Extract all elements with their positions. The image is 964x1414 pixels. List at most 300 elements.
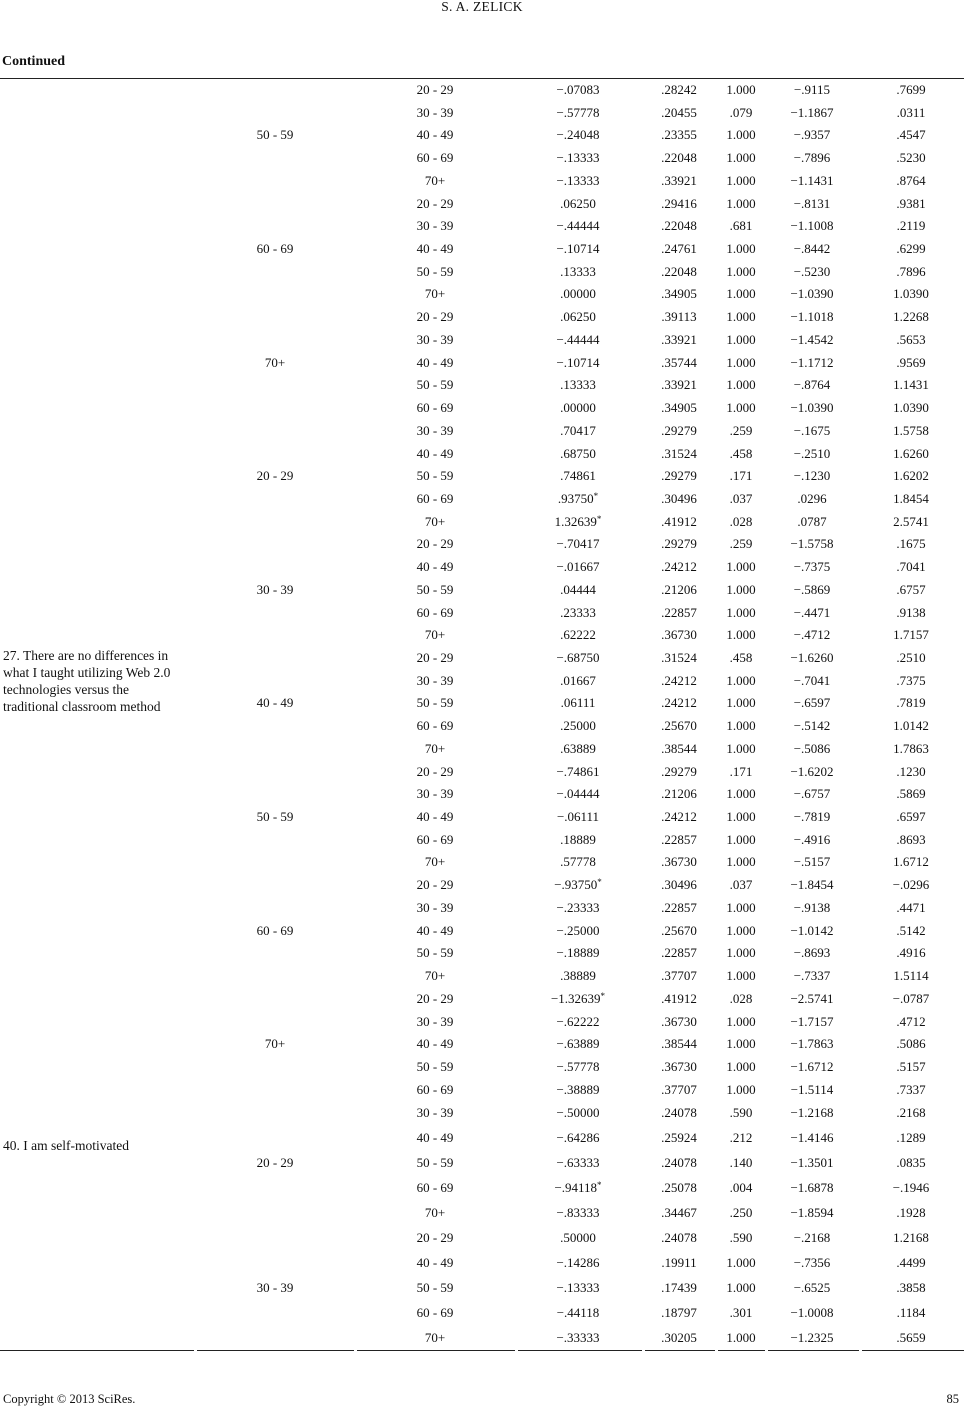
upper-bound-cell — [896, 900, 925, 916]
age-group-label: 30 - 39 — [256, 1279, 294, 1295]
significance-cell — [726, 332, 755, 348]
cell-value: .028 — [729, 990, 753, 1006]
upper-bound-cell — [893, 1230, 929, 1246]
significance-cell — [726, 377, 755, 393]
lower-bound-cell — [794, 241, 831, 257]
cell-value: .6757 — [896, 581, 926, 597]
cell-value: −.5086 — [793, 740, 831, 756]
mean-difference-cell — [556, 355, 599, 371]
significance-cell — [730, 1205, 753, 1221]
std-error-cell — [661, 673, 697, 689]
upper-bound-cell — [893, 286, 929, 302]
upper-bound-cell — [896, 1155, 925, 1171]
lower-bound-cell — [790, 1036, 833, 1052]
age-group-label: 40 - 49 — [256, 695, 294, 711]
cell-value: −.4471 — [793, 604, 831, 620]
mean-difference-cell — [557, 809, 599, 825]
std-error-cell — [661, 605, 697, 621]
cell-value: .36730 — [661, 854, 697, 870]
significance-cell — [730, 536, 753, 552]
cell-value: −.14286 — [556, 1254, 600, 1270]
comparison-group-cell — [417, 309, 454, 325]
lower-bound-cell — [794, 82, 830, 98]
cell-value: −.13333 — [556, 172, 600, 188]
cell-value: −1.7157 — [790, 1013, 834, 1029]
comparison-group-cell — [417, 1255, 454, 1271]
cell-value: .29416 — [661, 195, 697, 211]
comparison-group-cell — [417, 786, 454, 802]
significance-cell — [726, 150, 755, 166]
age-group-label: 30 - 39 — [256, 581, 294, 597]
cell-value: −1.6712 — [790, 1058, 834, 1074]
cell-value: 1.000 — [726, 1081, 756, 1097]
cell-value: 1.6202 — [893, 468, 929, 484]
cell-value: .36730 — [661, 1013, 697, 1029]
cell-value: .250 — [729, 1204, 753, 1220]
lower-bound-cell — [790, 286, 833, 302]
significance-cell — [726, 718, 755, 734]
cell-value: .22048 — [661, 150, 697, 166]
cell-value: 40 - 49 — [416, 241, 454, 257]
std-error-cell — [661, 173, 697, 189]
std-error-cell — [661, 1230, 697, 1246]
cell-value: −.1946 — [892, 1179, 930, 1195]
cell-value: .33921 — [661, 377, 697, 393]
significance-cell — [726, 832, 755, 848]
mean-difference-cell — [556, 1155, 599, 1171]
lower-bound-cell — [794, 673, 831, 689]
std-error-cell — [661, 854, 697, 870]
std-error-cell — [661, 1082, 697, 1098]
cell-value: −1.5758 — [790, 536, 834, 552]
lower-bound-cell — [790, 764, 833, 780]
cell-value: .41912 — [661, 990, 697, 1006]
cell-value: −1.1712 — [790, 354, 834, 370]
cell-value: −.25000 — [556, 922, 600, 938]
comparison-group-cell — [417, 1059, 454, 1075]
lower-bound-cell — [794, 854, 831, 870]
std-error-cell — [661, 559, 697, 575]
cell-value: .29279 — [661, 468, 697, 484]
upper-bound-cell — [893, 718, 929, 734]
significance-cell — [730, 218, 753, 234]
significance-cell — [726, 355, 755, 371]
lower-bound-cell — [790, 309, 833, 325]
cell-value: −.4916 — [793, 831, 831, 847]
std-error-cell — [661, 832, 697, 848]
cell-value: −1.1018 — [790, 309, 834, 325]
std-error-cell — [661, 1059, 697, 1075]
lower-bound-cell — [790, 536, 833, 552]
upper-bound-cell — [896, 82, 925, 98]
comparison-group-cell — [417, 1280, 454, 1296]
upper-bound-cell — [896, 764, 925, 780]
cell-value: 70+ — [424, 1204, 446, 1220]
std-error-cell — [661, 695, 697, 711]
cell-value: .30205 — [661, 1329, 697, 1345]
upper-bound-cell — [893, 377, 929, 393]
cell-value: 1.000 — [726, 581, 756, 597]
cell-value: 30 - 39 — [416, 218, 454, 234]
page-number: 85 — [946, 1392, 959, 1406]
significance-cell — [730, 991, 753, 1007]
significance-cell — [726, 968, 755, 984]
upper-bound-cell — [893, 741, 929, 757]
significance-marker: * — [596, 513, 602, 524]
mean-difference-cell — [560, 718, 596, 734]
cell-value: 1.000 — [726, 809, 756, 825]
significance-cell — [726, 809, 755, 825]
cell-value: .458 — [729, 650, 753, 665]
lower-bound-cell — [794, 446, 831, 462]
lower-bound-cell — [794, 900, 831, 916]
mean-difference-cell — [556, 1330, 599, 1346]
cell-value: 1.000 — [726, 945, 756, 961]
cell-value: .259 — [729, 536, 753, 552]
mean-difference-cell — [556, 241, 599, 257]
lower-bound-cell — [794, 809, 831, 825]
cell-value: 1.000 — [726, 831, 756, 847]
mean-difference-cell — [554, 1180, 601, 1196]
std-error-cell — [661, 150, 697, 166]
cell-value: .21206 — [661, 786, 697, 802]
cell-value: 30 - 39 — [416, 1104, 454, 1120]
lower-bound-cell — [790, 218, 833, 234]
upper-bound-cell — [893, 446, 929, 462]
mean-difference-cell — [560, 832, 596, 848]
significance-cell — [730, 1180, 753, 1196]
significance-cell — [726, 173, 755, 189]
upper-bound-cell — [896, 1280, 925, 1296]
cell-value: .93750 — [557, 490, 594, 506]
cell-value: .38544 — [661, 740, 697, 756]
std-error-cell — [661, 196, 697, 212]
cell-value: 50 - 59 — [416, 377, 454, 393]
lower-bound-cell — [794, 786, 831, 802]
cell-value: .38889 — [560, 968, 596, 984]
cell-value: .00000 — [560, 400, 596, 416]
cell-value: .24212 — [661, 809, 697, 825]
std-error-cell — [661, 218, 697, 234]
cell-value: .4916 — [896, 945, 926, 961]
cell-value: −.2510 — [793, 445, 831, 461]
significance-cell — [730, 1130, 753, 1146]
mean-difference-cell — [560, 286, 596, 302]
rule-gap — [765, 1349, 768, 1353]
cell-value: .13333 — [560, 263, 596, 279]
comparison-group-cell — [417, 945, 454, 961]
comparison-group-cell — [417, 650, 454, 666]
lower-bound-cell — [790, 1155, 833, 1171]
upper-bound-cell — [893, 309, 929, 325]
cell-value: −.44118 — [556, 1304, 600, 1320]
cell-value: −.8693 — [793, 945, 831, 961]
cell-value: .31524 — [661, 445, 697, 461]
cell-value: 30 - 39 — [416, 422, 454, 438]
upper-bound-cell — [896, 1059, 925, 1075]
cell-value: 70+ — [424, 968, 446, 984]
cell-value: −.1675 — [793, 422, 831, 438]
lower-bound-cell — [794, 264, 831, 280]
upper-bound-cell — [896, 945, 925, 961]
cell-value: −.6757 — [793, 786, 831, 802]
cell-value: .5142 — [896, 922, 926, 938]
cell-value: .5157 — [896, 1058, 926, 1074]
cell-value: 1.000 — [726, 1279, 756, 1295]
cell-value: .18797 — [661, 1304, 697, 1320]
significance-cell — [726, 673, 755, 689]
comparison-group-cell — [417, 1230, 454, 1246]
cell-value: .4712 — [896, 1013, 926, 1029]
lower-bound-cell — [794, 582, 831, 598]
survey-item-label — [3, 647, 170, 715]
cell-value: .00000 — [560, 286, 596, 302]
cell-value: −.7819 — [793, 809, 831, 825]
cell-value: 50 - 59 — [416, 1154, 454, 1170]
cell-value: .35744 — [661, 354, 697, 370]
cell-value: 1.000 — [726, 354, 756, 370]
upper-bound-cell — [897, 218, 926, 234]
mean-difference-cell — [560, 673, 596, 689]
cell-value: 1.000 — [726, 195, 756, 211]
cell-value: 1.000 — [726, 1036, 756, 1052]
cell-value: .8693 — [896, 831, 926, 847]
mean-difference-cell — [560, 582, 596, 598]
mean-difference-cell — [551, 991, 605, 1007]
cell-value: .1675 — [896, 536, 926, 552]
significance-cell — [730, 764, 753, 780]
cell-value: .06111 — [560, 695, 596, 711]
cell-value: .19911 — [661, 1254, 697, 1270]
std-error-cell — [661, 900, 697, 916]
significance-cell — [726, 82, 755, 98]
cell-value: .25000 — [560, 718, 596, 734]
age-group-label: 70+ — [264, 1036, 286, 1052]
std-error-cell — [661, 718, 697, 734]
cell-value: 70+ — [424, 172, 446, 188]
std-error-cell — [661, 491, 697, 507]
mean-difference-cell — [556, 1205, 599, 1221]
significance-cell — [730, 491, 753, 507]
upper-bound-cell — [896, 1105, 925, 1121]
age-group-label: 20 - 29 — [256, 468, 294, 484]
significance-cell — [726, 786, 755, 802]
std-error-cell — [661, 355, 697, 371]
cell-value: .33921 — [661, 172, 697, 188]
cell-value: −.6597 — [793, 695, 831, 711]
significance-cell — [730, 105, 753, 121]
upper-bound-cell — [896, 355, 925, 371]
lower-bound-cell — [790, 1180, 833, 1196]
cell-value: .24078 — [661, 1229, 697, 1245]
cell-value: 60 - 69 — [416, 1081, 454, 1097]
std-error-cell — [661, 446, 697, 462]
upper-bound-cell — [897, 1305, 926, 1321]
cell-value: −.8131 — [793, 195, 831, 211]
mean-difference-cell — [556, 764, 599, 780]
cell-value: −.83333 — [556, 1204, 600, 1220]
significance-marker: * — [597, 877, 602, 888]
cell-value: .74861 — [560, 468, 596, 484]
cell-value: .68750 — [560, 445, 596, 461]
cell-value: .681 — [729, 218, 753, 234]
cell-value: .34905 — [661, 286, 697, 302]
cell-value: .079 — [729, 104, 753, 120]
cell-value: .7896 — [896, 263, 926, 279]
cell-value: .037 — [729, 877, 753, 893]
mean-difference-cell — [556, 218, 599, 234]
cell-value: 1.000 — [726, 1254, 756, 1270]
cell-value: 40 - 49 — [416, 127, 454, 143]
comparison-group-cell — [417, 559, 454, 575]
cell-value: 50 - 59 — [416, 695, 454, 711]
cell-value: 60 - 69 — [416, 490, 454, 506]
mean-difference-cell — [556, 105, 599, 121]
cell-value: −.6525 — [793, 1279, 831, 1295]
comparison-group-cell — [417, 400, 454, 416]
mean-difference-cell — [560, 627, 596, 643]
running-head: S. A. ZELICK — [441, 0, 523, 14]
significance-marker: * — [600, 990, 606, 1001]
significance-cell — [726, 264, 755, 280]
upper-bound-cell — [893, 968, 928, 984]
cell-value: 1.000 — [726, 627, 756, 643]
cell-value: −1.1431 — [790, 172, 834, 188]
cell-value: 1.000 — [726, 672, 756, 688]
significance-cell — [726, 286, 755, 302]
comparison-group-cell — [417, 991, 454, 1007]
lower-bound-cell — [794, 196, 831, 212]
cell-value: −1.4146 — [790, 1129, 834, 1145]
cell-value: .29279 — [661, 763, 697, 779]
significance-cell — [726, 559, 755, 575]
cell-value: .301 — [729, 1304, 753, 1320]
cell-value: 1.000 — [726, 172, 756, 188]
age-group-label: 50 - 59 — [256, 809, 294, 825]
survey-item-label-line: 40. I am self-motivated — [3, 1138, 129, 1153]
cell-value: −.44444 — [556, 218, 600, 234]
cell-value: 20 - 29 — [416, 650, 454, 665]
significance-marker: * — [593, 490, 599, 501]
cell-value: .4471 — [896, 899, 926, 915]
cell-value: .23355 — [661, 127, 697, 143]
mean-difference-cell — [560, 468, 596, 484]
cell-value: .25924 — [661, 1129, 697, 1145]
upper-bound-cell — [896, 559, 925, 575]
cell-value: .2168 — [896, 1104, 926, 1120]
cell-value: −.10714 — [556, 354, 600, 370]
rule-gap — [194, 1349, 197, 1353]
comparison-group-cell — [417, 832, 454, 848]
comparison-group-cell — [417, 1130, 454, 1146]
cell-value: −.38889 — [556, 1081, 600, 1097]
std-error-cell — [661, 400, 697, 416]
cell-value: .4499 — [896, 1254, 926, 1270]
cell-value: 60 - 69 — [416, 400, 454, 416]
std-error-cell — [661, 877, 697, 893]
cell-value: 40 - 49 — [416, 445, 454, 461]
cell-value: .5869 — [896, 786, 926, 802]
cell-value: −.62222 — [556, 1013, 600, 1029]
cell-value: −.23333 — [556, 899, 600, 915]
lower-bound-cell — [790, 355, 833, 371]
cell-value: 70+ — [424, 854, 446, 870]
mean-difference-cell — [556, 536, 599, 552]
cell-value: −.94118 — [554, 1179, 598, 1195]
cell-value: 40 - 49 — [416, 1036, 454, 1052]
cell-value: .30496 — [661, 490, 697, 506]
cell-value: −.7356 — [793, 1254, 831, 1270]
cell-value: 40 - 49 — [416, 1129, 454, 1145]
cell-value: .50000 — [560, 1229, 596, 1245]
lower-bound-cell — [790, 923, 833, 939]
cell-value: .38544 — [661, 1036, 697, 1052]
cell-value: .31524 — [661, 650, 697, 665]
cell-value: .5659 — [896, 1329, 926, 1345]
cell-value: .9138 — [896, 604, 926, 620]
cell-value: −.9115 — [793, 82, 831, 97]
significance-cell — [726, 582, 755, 598]
significance-cell — [726, 1036, 755, 1052]
upper-bound-cell — [896, 832, 925, 848]
cell-value: .1230 — [896, 763, 926, 779]
comparison-group-cell — [417, 764, 454, 780]
lower-bound-cell — [790, 991, 833, 1007]
upper-bound-cell — [896, 673, 925, 689]
cell-value: −.9357 — [793, 127, 831, 143]
std-error-cell — [661, 582, 697, 598]
cell-value: 40 - 49 — [416, 1254, 454, 1270]
std-error-cell — [661, 468, 697, 484]
cell-value: .28242 — [661, 82, 697, 97]
cell-value: 1.000 — [726, 309, 756, 325]
lower-bound-cell — [790, 105, 833, 121]
std-error-cell — [661, 127, 697, 143]
cell-value: .22857 — [661, 899, 697, 915]
cell-value: 70+ — [424, 286, 446, 302]
cell-value: .20455 — [661, 104, 697, 120]
upper-bound-cell — [896, 650, 925, 666]
upper-bound-cell — [893, 400, 929, 416]
comparison-group-cell — [417, 446, 454, 462]
cell-value: .9569 — [896, 354, 926, 370]
upper-bound-cell — [896, 1082, 925, 1098]
cell-value: 30 - 39 — [416, 1013, 454, 1029]
std-error-cell — [661, 1180, 697, 1196]
significance-cell — [726, 945, 755, 961]
cell-value: .22857 — [661, 945, 697, 961]
mean-difference-cell — [560, 854, 596, 870]
cell-value: .1184 — [896, 1304, 926, 1320]
comparison-group-cell — [417, 264, 454, 280]
cell-value: 1.000 — [726, 695, 756, 711]
comparison-group-cell — [417, 127, 454, 143]
upper-bound-cell — [893, 991, 930, 1007]
mean-difference-cell — [560, 446, 596, 462]
cell-value: 1.000 — [726, 263, 756, 279]
cell-value: −.33333 — [556, 1329, 600, 1345]
std-error-cell — [661, 1330, 697, 1346]
cell-value: −1.0390 — [790, 400, 834, 416]
comparison-group-cell — [417, 718, 454, 734]
cell-value: −1.4542 — [790, 331, 834, 347]
mean-difference-cell — [560, 605, 596, 621]
upper-bound-cell — [896, 1130, 925, 1146]
cell-value: .5653 — [896, 331, 926, 347]
cell-value: 1.6712 — [893, 854, 929, 870]
significance-cell — [730, 1155, 753, 1171]
significance-cell — [726, 1059, 755, 1075]
